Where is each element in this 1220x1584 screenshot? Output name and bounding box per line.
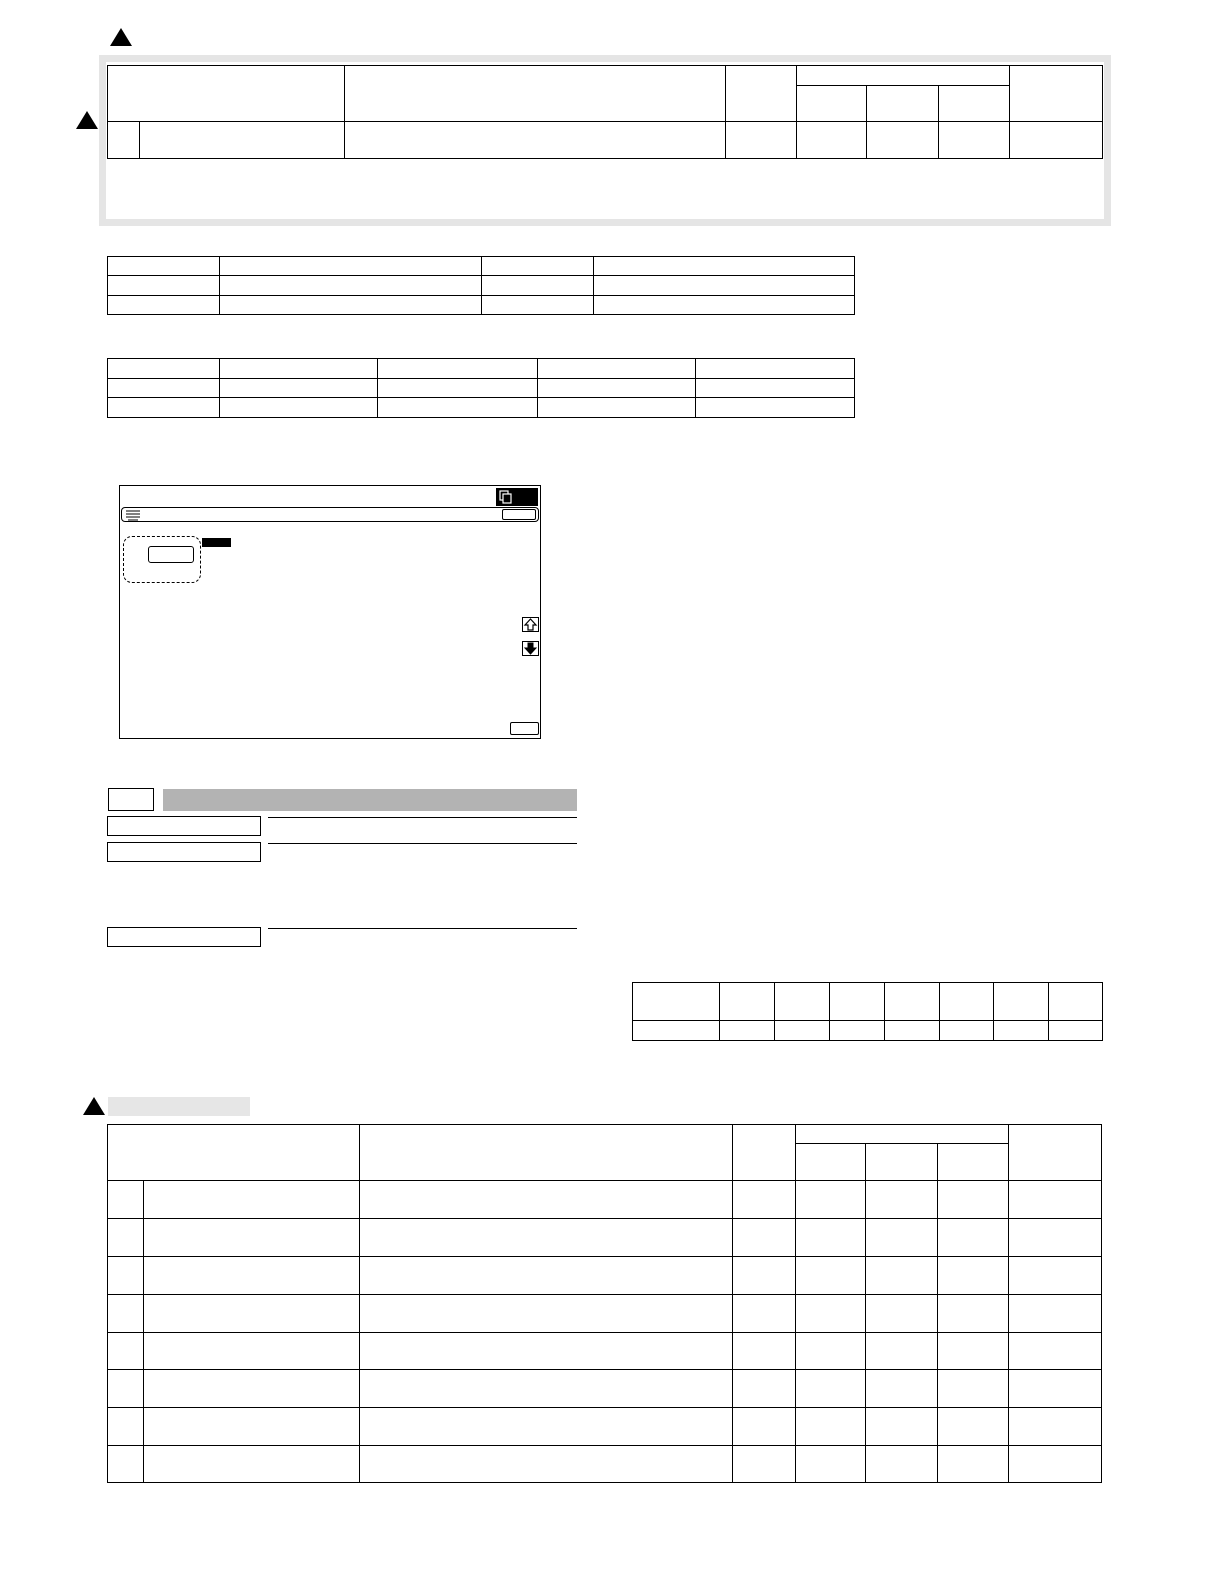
table-row [633,1021,1103,1041]
mid-table [632,982,1103,1041]
lcd-screen [119,485,541,739]
title-bar-button[interactable] [502,509,536,520]
mode-tab[interactable] [496,488,538,506]
header-cell [726,66,797,122]
field-rule [268,843,577,844]
warning-triangle-icon [83,1097,105,1115]
header-cell [867,86,939,122]
header-cell [938,1144,1009,1181]
bottom-table [107,1124,1102,1483]
table-row [108,295,855,314]
status-badge [202,538,231,547]
copy-mode-icon [499,490,513,504]
table-row [108,1446,1102,1483]
warning-triangle-icon [76,111,98,129]
table-row [108,1181,1102,1219]
top-table [107,65,1103,159]
header-cell [1010,66,1103,122]
warning-triangle-icon [110,28,132,46]
header-cell [108,1125,360,1181]
table-row [108,257,855,276]
highlight-group [123,536,201,583]
scroll-down-button[interactable] [522,641,539,656]
header-cell [733,1125,796,1181]
header-cell [108,66,345,122]
table-row [108,378,855,398]
section-code-box [108,788,154,811]
table-row [108,1408,1102,1446]
table-row [108,1295,1102,1333]
header-cell [796,1125,1009,1144]
header-cell [345,66,726,122]
header-cell [939,86,1010,122]
small-table-b [107,358,855,418]
small-table-a [107,256,855,315]
title-bar [121,507,539,522]
header-cell [797,86,867,122]
table-row [108,1257,1102,1295]
header-cell [797,66,1010,86]
down-arrow-icon [523,642,538,655]
table-row [108,122,1103,159]
header-cell [1009,1125,1102,1181]
table-row [108,359,855,379]
setting-key[interactable] [148,546,194,563]
section-title-bar [163,789,577,811]
field-rule [268,817,577,818]
field-label-box [107,816,261,836]
section-label-bar [108,1097,250,1116]
header-cell [796,1144,866,1181]
field-label-box [107,927,261,947]
table-row [108,1370,1102,1408]
table-row [108,398,855,418]
table-row [108,1333,1102,1370]
table-row [108,276,855,295]
scroll-up-button[interactable] [522,617,539,632]
field-rule [268,928,577,929]
header-cell [866,1144,938,1181]
table-row [633,983,1103,1021]
up-arrow-icon [523,618,538,631]
table-row [108,1219,1102,1257]
field-label-box [107,842,261,862]
header-cell [360,1125,733,1181]
menu-lines-icon[interactable] [124,507,142,521]
ok-button[interactable] [510,722,539,735]
